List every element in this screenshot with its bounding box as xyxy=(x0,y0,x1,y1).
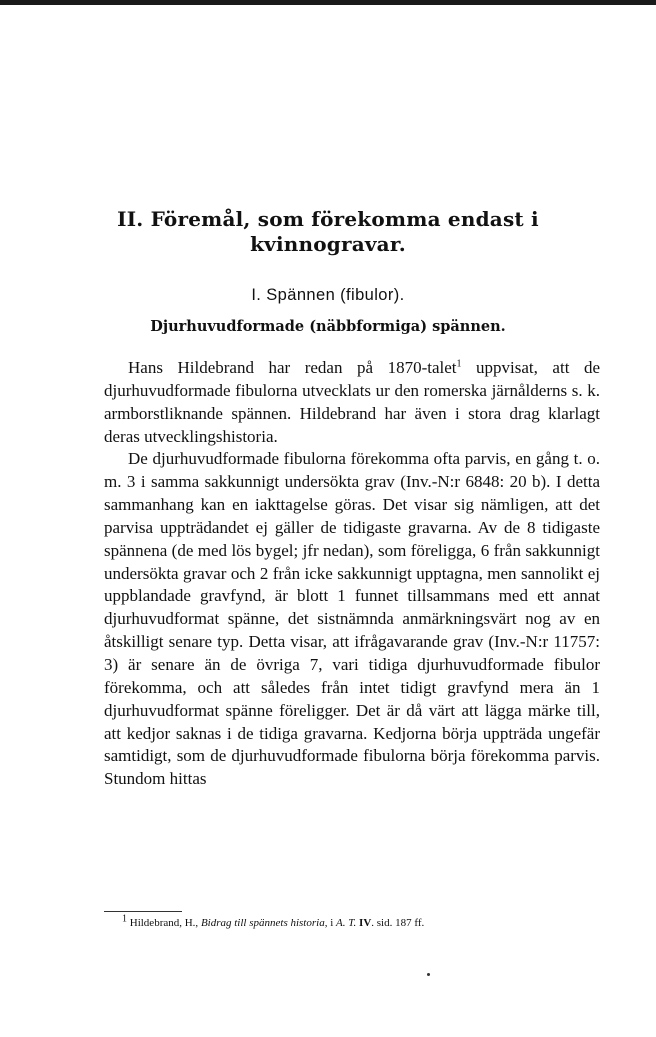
footnote-mid: , i xyxy=(324,917,337,929)
chapter-title-line-2: kvinnogravar. xyxy=(250,232,406,256)
section-title: I. Spännen (fibulor). xyxy=(251,286,405,304)
chapter-title xyxy=(108,207,548,257)
footnote-reference: 1 xyxy=(456,358,462,370)
paragraph-1 xyxy=(104,357,600,448)
footnote-mark: 1 xyxy=(122,913,127,925)
footnote-author: Hildebrand, H., xyxy=(127,917,201,929)
footnote-journal: A. T. xyxy=(336,917,357,929)
paragraph-1-start: Hans Hildebrand har redan på 1870-talet xyxy=(128,358,457,377)
footnote xyxy=(104,913,600,930)
footnote-volume: IV xyxy=(356,917,372,929)
subsection-title: Djurhuvudformade (näbbformiga) spännen. xyxy=(150,318,506,335)
paragraph-2: De djurhuvudformade fibulorna förekomma ofta parvis, en gång t. o. m. 3 i samma sakkunnigt undersökta grav (Inv.-N:r 6848: 20 b). I detta sammanhang kan en iakttagelse göras. Det visar sig nämligen, att det parvisa uppträdandet ej gäller de tidigaste gravarna. Av de 8 tidigaste spännena (de med lös bygel; jfr nedan), som föreligga, 6 från sakkunnigt undersökta gravar och 2 från icke sakkunnigt upptagna, men sannolikt ej uppblandade gravfynd, är blott 1 funnet tillsammans med ett annat djurhuvudformat spänne, det sistnämnda anmärkningsvärt nog av en åtskilligt senare typ. Detta visar, att ifrågavarande grav (Inv.-N:r 11757: 3) är senare än de övriga 7, vari tidiga djurhuvudformade fibulor förekomma, och att således från intet tidigt gravfynd mera än 1 djurhuvudformat spänne föreligger. Det är då värt att lägga märke till, att kedjor saknas i de tidiga gravarna. Kedjorna börja uppträda ungefär samtidigt, som de djurhuvudformade fibulorna börja förekomma parvis. Stundom hittas xyxy=(104,449,600,789)
footnote-pages: . sid. 187 ff. xyxy=(371,917,425,929)
paragraph-1-rest: uppvisat, att de djurhuvudformade fibulorna utvecklats ur den romerska järnålderns s. k. armborstliknande spännen. Hildebrand har även i stora drag klarlagt deras utvecklingshistoria. xyxy=(104,358,600,446)
body-text xyxy=(104,357,600,791)
footnote-title: Bidrag till spännets historia xyxy=(200,917,325,929)
chapter-title-line-1: II. Föremål, som förekomma endast i xyxy=(117,207,539,231)
print-speck xyxy=(427,973,430,976)
footnote-divider xyxy=(104,911,182,912)
page-top-edge xyxy=(0,0,656,5)
